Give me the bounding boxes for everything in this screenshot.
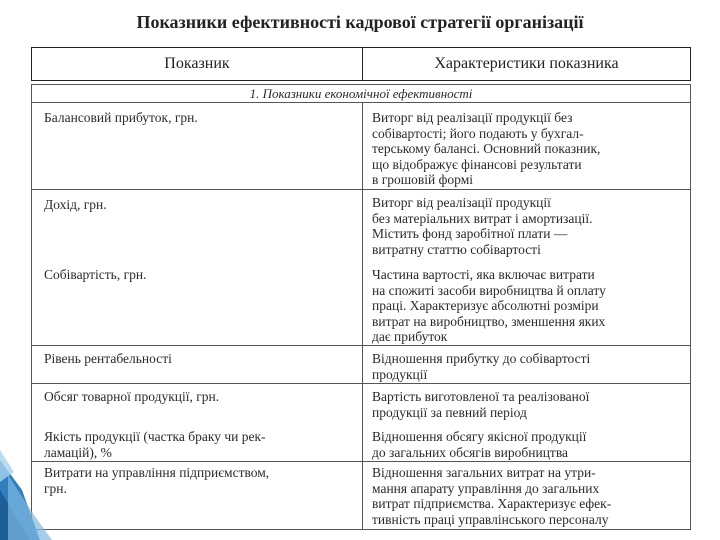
row-label: Якість продукції (частка браку чи рек- ламацій), % — [44, 429, 266, 460]
row-divider — [32, 461, 690, 462]
row-divider — [32, 345, 690, 346]
row-label: Витрати на управління підприємством, грн. — [44, 465, 270, 496]
section-heading: 1. Показники економічної ефективності — [32, 85, 690, 103]
row-description: Відношення загальних витрат на утри- мання апарату управління до загальних витрат підприємства. Характеризує ефек- тивність праці управлінського персоналу — [372, 465, 612, 527]
slide-corner-decoration — [0, 420, 60, 540]
row-divider — [32, 189, 690, 190]
row-label: Дохід, грн. — [44, 197, 107, 212]
column-header-characteristics: Характеристики показника — [434, 55, 619, 72]
row-description: Відношення обсягу якісної продукції до загальних обсягів виробництва — [372, 429, 587, 460]
table-header — [31, 47, 691, 81]
row-description: Виторг від реалізації продукції без собівартості; його подають у бухгал- терському балансі. Основний показник, що відображує фінансові результати в грошовій формі — [372, 110, 601, 187]
row-description: Частина вартості, яка включає витрати на спожиті засоби виробництва й оплату праці. Характеризує абсолютні розміри витрат на виробництво, зменшення яких дає прибуток — [372, 267, 606, 344]
row-label: Обсяг товарної продукції, грн. — [44, 389, 220, 404]
column-divider — [362, 103, 363, 529]
row-label: Рівень рентабельності — [44, 351, 172, 366]
row-label: Собівартість, грн. — [44, 267, 147, 282]
page-title: Показники ефективності кадрової стратегії організації — [136, 12, 584, 32]
row-description: Вартість виготовленої та реалізованої продукції за певний період — [372, 389, 590, 420]
row-divider — [32, 383, 690, 384]
row-label: Балансовий прибуток, грн. — [44, 110, 198, 125]
row-description: Відношення прибутку до собівартості продукції — [372, 351, 591, 382]
column-header-indicator: Показник — [32, 48, 363, 80]
row-description: Виторг від реалізації продукції без матеріальних витрат і амортизації. Містить фонд заробітної плати — витратну статтю собівартості — [372, 195, 593, 257]
scanned-table — [31, 84, 691, 530]
